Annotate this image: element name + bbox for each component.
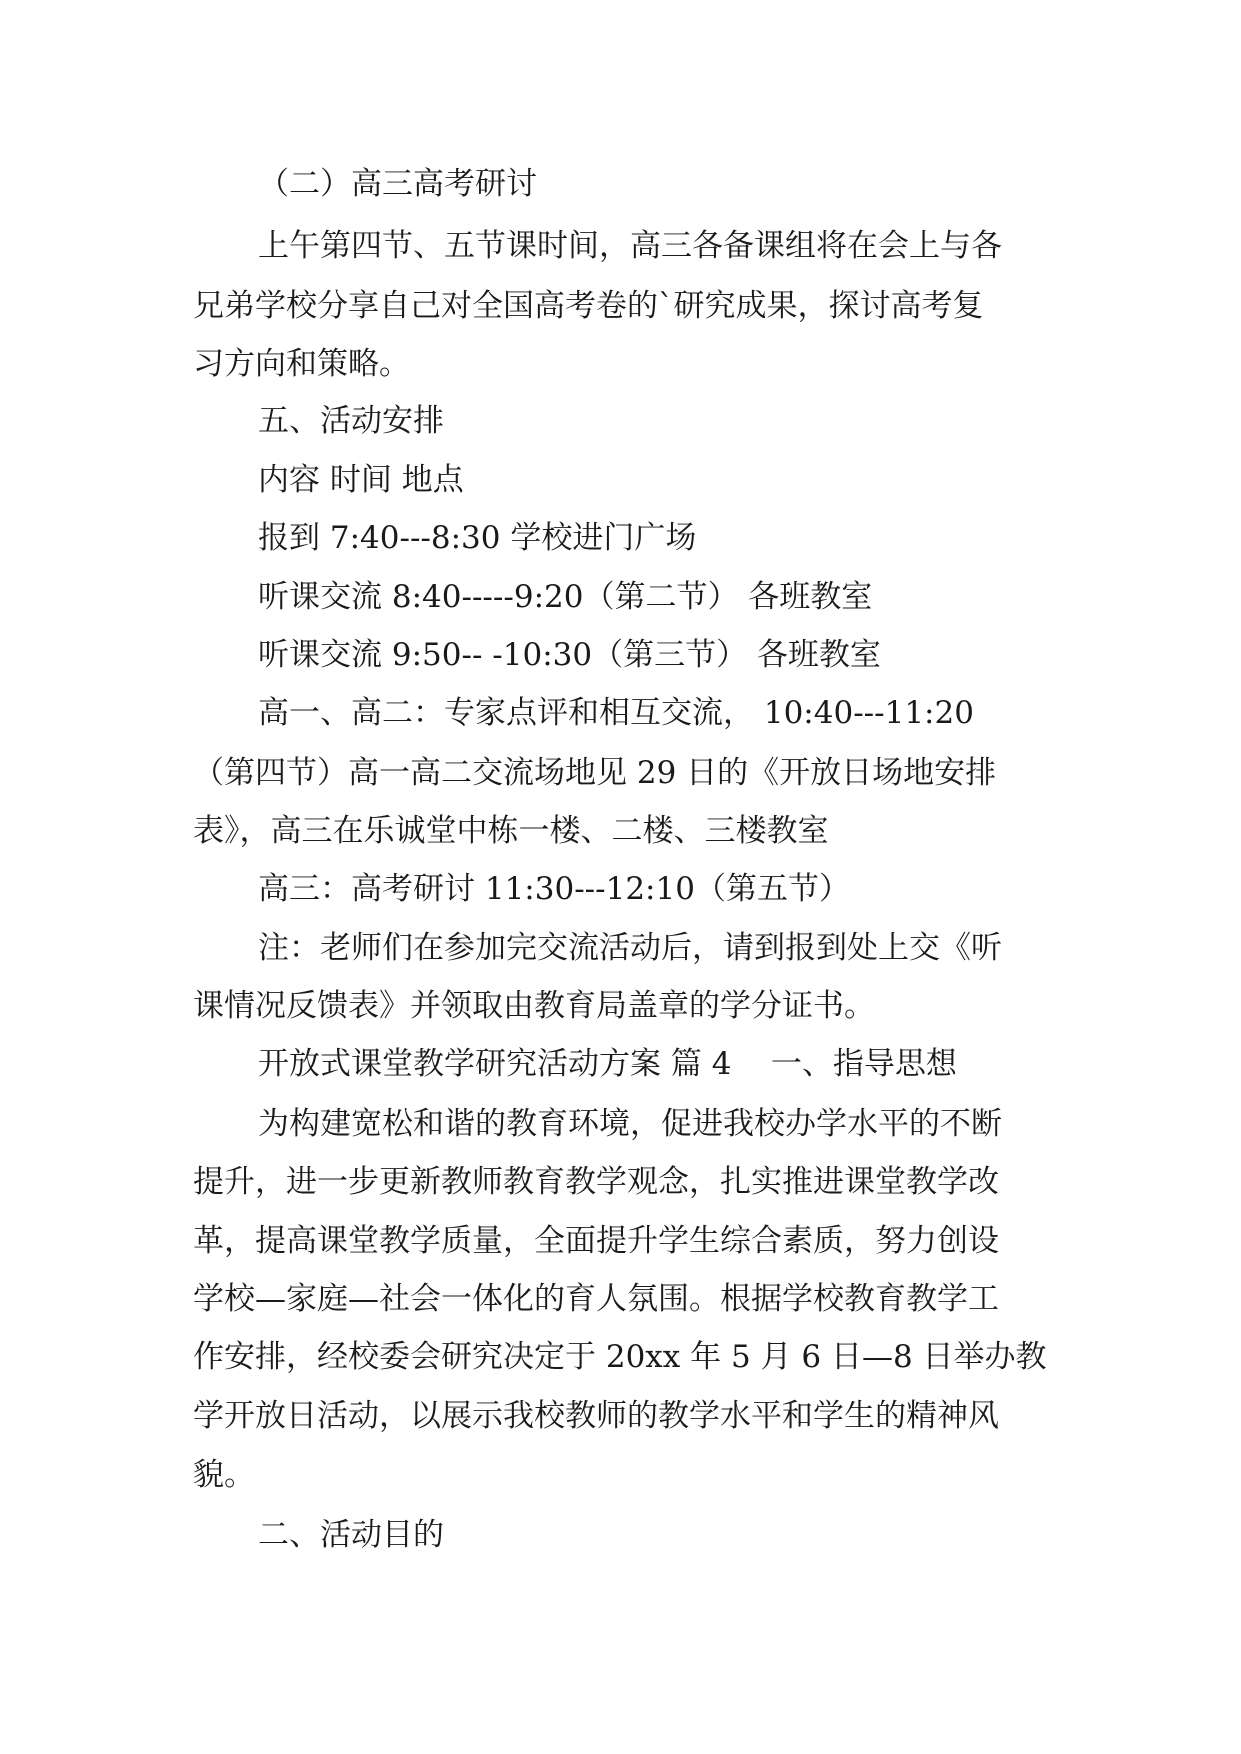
schedule-row: 高三：高考研讨 11:30---12:10（第五节）: [258, 871, 850, 907]
schedule-row: 听课交流 9:50-- -10:30（第三节） 各班教室: [258, 637, 881, 673]
schedule-row-continued: （第四节）高一高二交流场地见 29 日的《开放日场地安排: [193, 755, 997, 791]
paragraph-line: 上午第四节、五节课时间，高三各备课组将在会上与各: [258, 228, 1002, 264]
schedule-row: 听课交流 8:40-----9:20（第二节） 各班教室: [258, 579, 873, 615]
paragraph-line: 学开放日活动，以展示我校教师的教学水平和学生的精神风: [193, 1398, 999, 1434]
paragraph-line: 兄弟学校分享自己对全国高考卷的`研究成果，探讨高考复: [193, 288, 984, 324]
paragraph-line: 作安排，经校委会研究决定于 20xx 年 5 月 6 日—8 日举办教: [193, 1339, 1047, 1375]
schedule-row: 高一、高二：专家点评和相互交流， 10:40---11:20: [258, 695, 974, 731]
plan-title-line: 开放式课堂教学研究活动方案 篇 4 一、指导思想: [258, 1046, 957, 1082]
paragraph-line: 学校—家庭—社会一体化的育人氛围。根据学校教育教学工: [193, 1281, 999, 1317]
schedule-row: 报到 7:40---8:30 学校进门广场: [258, 520, 697, 556]
section-heading-activity-schedule: 五、活动安排: [258, 403, 444, 439]
note-paragraph-line: 课情况反馈表》并领取由教育局盖章的学分证书。: [193, 988, 875, 1024]
note-paragraph-line: 注：老师们在参加完交流活动后，请到报到处上交《听: [258, 930, 1002, 966]
paragraph-line: 提升，进一步更新教师教育教学观念，扎实推进课堂教学改: [193, 1164, 999, 1200]
section-heading-activity-purpose: 二、活动目的: [258, 1517, 444, 1553]
paragraph-line: 革，提高课堂教学质量，全面提升学生综合素质，努力创设: [193, 1223, 999, 1259]
paragraph-line: 貌。: [193, 1457, 255, 1493]
schedule-row-continued: 表》，高三在乐诚堂中栋一楼、二楼、三楼教室: [193, 813, 829, 849]
schedule-header: 内容 时间 地点: [258, 462, 464, 498]
section-heading-gaosan-research: （二）高三高考研讨: [258, 166, 537, 202]
paragraph-line: 习方向和策略。: [193, 346, 410, 382]
paragraph-line: 为构建宽松和谐的教育环境，促进我校办学水平的不断: [258, 1106, 1002, 1142]
